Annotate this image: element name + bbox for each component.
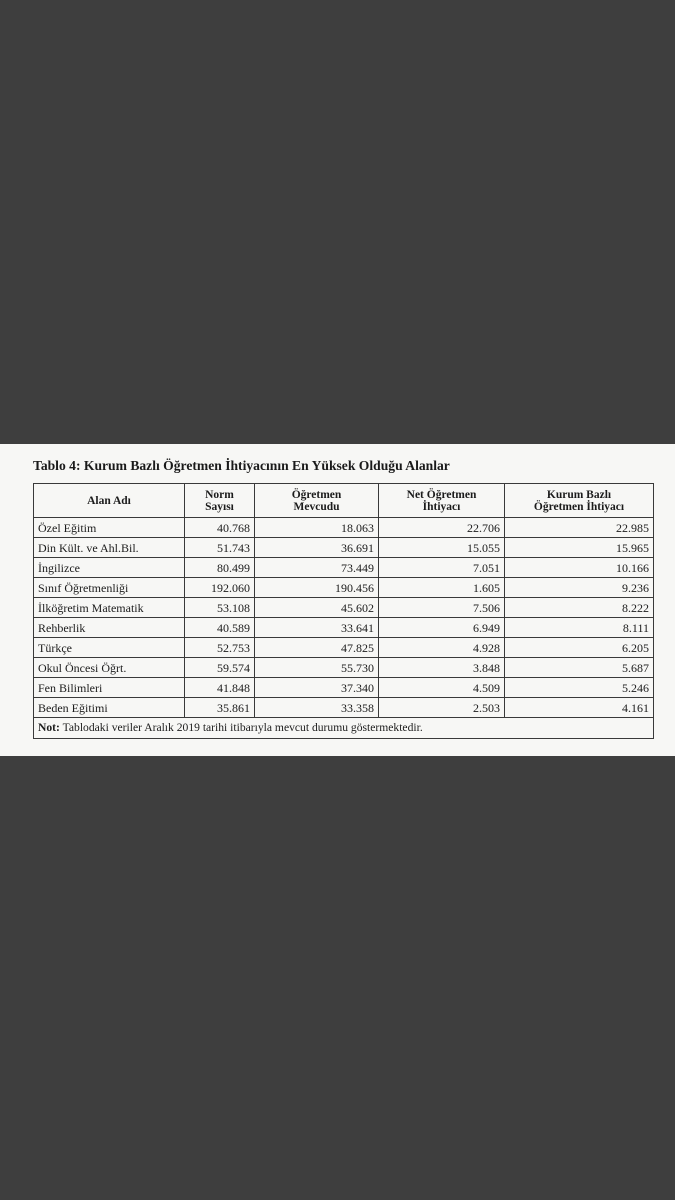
- table-row: [34, 638, 654, 658]
- cell-mevcut: 18.063: [255, 518, 379, 538]
- column-header-mevcut: [255, 484, 379, 518]
- table-row: [34, 698, 654, 718]
- cell-norm: 80.499: [185, 558, 255, 578]
- cell-norm: 35.861: [185, 698, 255, 718]
- table-row: [34, 658, 654, 678]
- table-row: [34, 618, 654, 638]
- cell-alan: Türkçe: [34, 638, 185, 658]
- cell-mevcut: 47.825: [255, 638, 379, 658]
- cell-kurum: 15.965: [505, 538, 654, 558]
- cell-norm: 59.574: [185, 658, 255, 678]
- note-prefix: Not:: [38, 721, 60, 734]
- cell-kurum: 6.205: [505, 638, 654, 658]
- column-header-norm: [185, 484, 255, 518]
- column-header-alan: [34, 484, 185, 518]
- cell-kurum: 9.236: [505, 578, 654, 598]
- table-row: [34, 578, 654, 598]
- column-header-net: [379, 484, 505, 518]
- column-header-line: Kurum Bazlı: [546, 488, 612, 501]
- cell-kurum: 8.111: [505, 618, 654, 638]
- document-page: [0, 444, 675, 756]
- column-header-line: Net Öğretmen: [406, 488, 477, 501]
- cell-kurum: 22.985: [505, 518, 654, 538]
- column-header-kurum: [505, 484, 654, 518]
- cell-mevcut: 33.358: [255, 698, 379, 718]
- cell-alan: Özel Eğitim: [34, 518, 185, 538]
- cell-alan: İngilizce: [34, 558, 185, 578]
- cell-kurum: 4.161: [505, 698, 654, 718]
- cell-kurum: 10.166: [505, 558, 654, 578]
- cell-kurum: 5.246: [505, 678, 654, 698]
- cell-mevcut: 45.602: [255, 598, 379, 618]
- cell-norm: 53.108: [185, 598, 255, 618]
- column-header-line: Norm: [205, 488, 234, 501]
- cell-norm: 51.743: [185, 538, 255, 558]
- column-header-line: Mevcudu: [293, 500, 340, 513]
- cell-kurum: 5.687: [505, 658, 654, 678]
- cell-kurum: 8.222: [505, 598, 654, 618]
- column-header-line: Sayısı: [205, 500, 234, 513]
- table-row: [34, 678, 654, 698]
- column-header-line: İhtiyacı: [422, 500, 461, 513]
- cell-net: 1.605: [379, 578, 505, 598]
- cell-alan: İlköğretim Matematik: [34, 598, 185, 618]
- data-table: [33, 483, 654, 739]
- cell-alan: Rehberlik: [34, 618, 185, 638]
- table-header-row: [34, 484, 654, 518]
- cell-net: 22.706: [379, 518, 505, 538]
- cell-alan: Beden Eğitimi: [34, 698, 185, 718]
- cell-alan: Din Kült. ve Ahl.Bil.: [34, 538, 185, 558]
- cell-net: 4.509: [379, 678, 505, 698]
- cell-net: 6.949: [379, 618, 505, 638]
- cell-net: 4.928: [379, 638, 505, 658]
- cell-mevcut: 73.449: [255, 558, 379, 578]
- cell-norm: 40.768: [185, 518, 255, 538]
- cell-norm: 52.753: [185, 638, 255, 658]
- cell-mevcut: 37.340: [255, 678, 379, 698]
- cell-alan: Okul Öncesi Öğrt.: [34, 658, 185, 678]
- table-note-row: [34, 718, 654, 739]
- cell-norm: 40.589: [185, 618, 255, 638]
- cell-net: 15.055: [379, 538, 505, 558]
- table-row: [34, 558, 654, 578]
- cell-mevcut: 190.456: [255, 578, 379, 598]
- cell-net: 7.506: [379, 598, 505, 618]
- cell-mevcut: 55.730: [255, 658, 379, 678]
- column-header-line: Alan Adı: [87, 494, 131, 507]
- cell-mevcut: 36.691: [255, 538, 379, 558]
- cell-net: 3.848: [379, 658, 505, 678]
- cell-alan: Sınıf Öğretmenliği: [34, 578, 185, 598]
- cell-alan: Fen Bilimleri: [34, 678, 185, 698]
- cell-norm: 192.060: [185, 578, 255, 598]
- cell-net: 2.503: [379, 698, 505, 718]
- table-note: [34, 718, 654, 739]
- cell-net: 7.051: [379, 558, 505, 578]
- table-row: [34, 598, 654, 618]
- column-header-line: Öğretmen: [291, 488, 342, 501]
- table-title: Tablo 4: Kurum Bazlı Öğretmen İhtiyacının En Yüksek Olduğu Alanlar: [33, 458, 450, 473]
- cell-mevcut: 33.641: [255, 618, 379, 638]
- column-header-line: Öğretmen İhtiyacı: [533, 500, 625, 513]
- note-text: Tablodaki veriler Aralık 2019 tarihi itibarıyla mevcut durumu göstermektedir.: [62, 721, 423, 734]
- table-row: [34, 538, 654, 558]
- cell-norm: 41.848: [185, 678, 255, 698]
- table-row: [34, 518, 654, 538]
